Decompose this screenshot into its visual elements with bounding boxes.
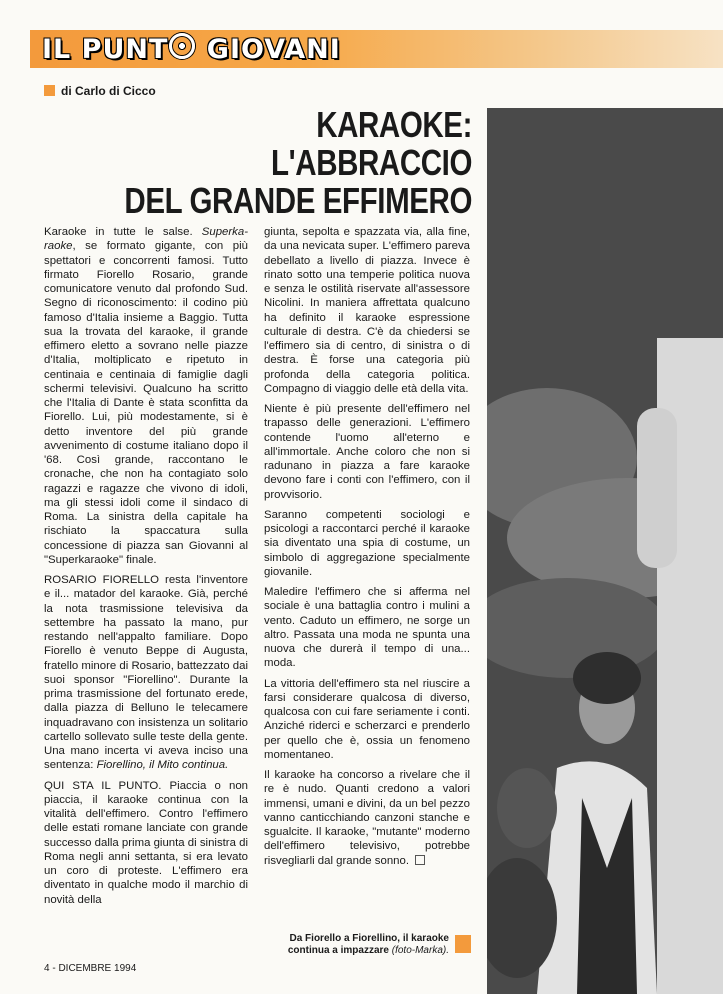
orange-square-icon	[44, 85, 55, 96]
byline	[44, 84, 156, 98]
article-column-1	[44, 225, 248, 913]
paragraph: QUI STA IL PUNTO. Piaccia o non piaccia, il karaoke continua con la vitalità dell'effimero. Contro l'effimero delle estati romane lanciate con grande successo dalla prima giunta di sinistra di Roma negli anni settanta, si era levato un coro di proteste. L'effimero era diventato in qualche modo il marchio di novità della	[44, 779, 248, 906]
paragraph: Il karaoke ha concorso a rivelare che il re è nudo. Quanti credono a valori immensi, umani e divini, da un bel pezzo vanno canticchiando canzoni stanche e sgualcite. Il karaoke, "mutante" moderno dell'effimero televisivo, potrebbe risvegliarli dal grande sonno.	[264, 769, 470, 867]
photo-karaoke-crowd	[487, 108, 723, 994]
paragraph: Maledire l'effimero che si afferma nel sociale è una battaglia contro i mulini a vento. Caduto un effimero, ne sorge un altro. Passata una moda ne spunta una nuova che durerà il tempo di una... moda.	[264, 586, 470, 670]
paragraph: giunta, sepolta e spazzata via, alla fine, da una nevicata super. L'effimero pareva debellato a livello di piazza. Invece è rinato sotto una temperie politica nuova e senza le ostilità riservate all'assessore Nicolini. In maniera affrettata qualcuno ha definito il karaoke espressione culturale di destra. C'è da chiedersi se l'effimero sia di centro, di sinistra o di destra. È forse una categoria più profonda della categoria politica. Compagno di viaggio delle età della vita.	[264, 226, 470, 395]
headline-line-1: KARAOKE: L'ABBRACCIO	[271, 104, 472, 183]
page-folio: 4 - DICEMBRE 1994	[44, 963, 137, 974]
paragraph: Niente è più presente dell'effimero nel trapasso delle generazioni. L'effimero contende l'uomo all'eterno e all'immortale. Anche coloro che non si radunano in piazza a fare karaoke devono fare i conti con l'effimero, con il provvisorio.	[264, 403, 470, 501]
paragraph: ROSARIO FIORELLO resta l'inventore e il... matador del karaoke. Già, perché la nota trasmissione televisiva da settembre ha passato la mano, pur restando nell'appalto familiare. Dopo Fiorello è venuto Beppe di Augusta, fratello minore di Rosario, battezzato dai suoi sponsor "Fiorellino". Durante la prima trasmissione del fortunato erede, dalla piazza di Belluno le telecamere inquadravano con insistenza un solitario cartello sollevato sulle teste della gente. Una mano incerta vi aveva inciso una sentenza: Fiorellino, il Mito continua.	[44, 574, 248, 772]
target-ring-icon	[169, 33, 195, 59]
photo-illustration	[487, 108, 723, 994]
section-banner	[30, 30, 723, 68]
headline-line-2: DEL GRANDE EFFIMERO	[124, 180, 473, 221]
end-square-icon	[415, 855, 425, 865]
section-title: IL PUNT GIOVANI	[42, 34, 341, 65]
caption-marker	[455, 935, 471, 953]
paragraph: Saranno competenti sociologi e psicologi a raccontarci perché il karaoke sia diventato una spia di costume, un simbolo di aggregazione specialmente giovanile.	[264, 508, 470, 578]
article-column-2	[264, 225, 470, 874]
paragraph: Karaoke in tutte le salse. Superka-raoke, se formato gigante, con più spettatori e concorrenti famosi. Tutto firmato Fiorello Rosario, grande comunicatore venuto dal profondo Sud. Segno di riconoscimento: il codino più famoso d'Italia insieme a Baggio. Tutta sua la trovata del karaoke, il grande effimero eletto a sovrano nelle piazze d'Italia, moltiplicato e ripetuto in centinaia e centinaia di famiglie dagli schermi televisivi. Qualcuno ha scritto che l'Italia di Dante è stata sconfitta da Fiorello. Lui, più modestamente, si è detto inventore del più grande avvenimento di costume italiano dopo il '68. Così grande, raccontano le cronache, che non ha contagiato solo ragazzi e ragazze che vivono di idoli, ma gli stessi idoli come il sindaco di Roma. La sinistra della capitale ha rischiato la spaccatura sulla concessione di piazza san Giovanni al "Superkaraoke" finale.	[44, 226, 248, 566]
headline	[121, 106, 472, 220]
photo-caption: Da Fiorello a Fiorellino, il karaoke continua a impazzare (foto-Marka).	[287, 933, 449, 956]
byline-text: di Carlo di Cicco	[61, 84, 156, 98]
paragraph: La vittoria dell'effimero sta nel riuscire a farsi considerare qualcosa di diverso, qualcosa con cui fare seriamente i conti. Anziché riderci e scherzarci e prenderlo per quello che è, ossia un fenomeno momentaneo.	[264, 677, 470, 761]
